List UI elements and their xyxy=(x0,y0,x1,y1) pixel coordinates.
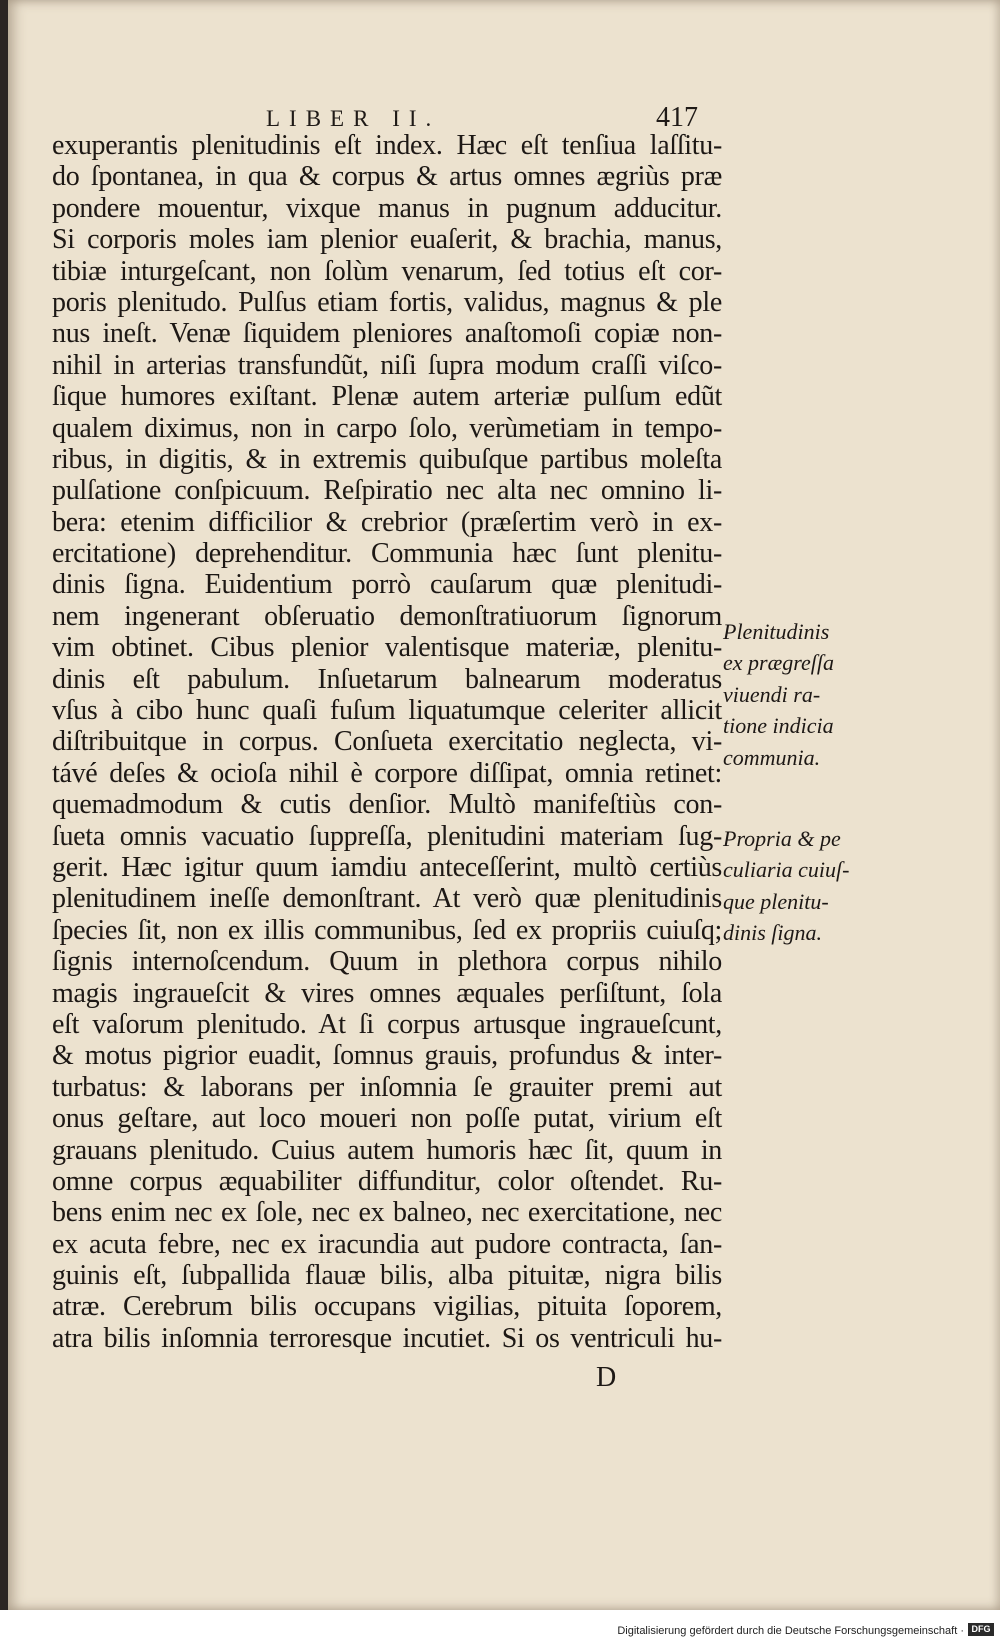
text-line: exuperantis plenitudinis eſt index. Hæc eſt tenſiua laſſitu- xyxy=(52,130,722,161)
text-line: Si corporis moles iam plenior euaſerit, & brachia, manus, xyxy=(52,224,722,256)
margin-note-line: viuendi ra- xyxy=(723,681,821,707)
text-line: ex acuta febre, nec ex iracundia aut pudore contracta, ſan- xyxy=(52,1228,722,1260)
dfg-logo: DFG xyxy=(968,1623,994,1636)
text-line: nem ingenerant obſeruatio demonſtratiuorum ſignorum xyxy=(52,600,722,632)
scan-edge xyxy=(0,0,8,1610)
text-line: vſus à cibo hunc quaſi fuſum liquatumque celeriter allicit xyxy=(52,695,722,727)
text-line: turbatus: & laborans per inſomnia ſe grauiter premi aut xyxy=(52,1071,722,1103)
text-line: ſignis internoſcendum. Quum in plethora corpus nihilo xyxy=(52,946,722,978)
text-line: diſtribuitque in corpus. Conſueta exercitatio neglecta, vi- xyxy=(52,726,722,758)
text-line: magis ingraueſcit & vires omnes æquales perſiſtunt, ſola xyxy=(52,977,722,1009)
text-line: vim obtinet. Cibus plenior valentisque materiæ, plenitu- xyxy=(52,632,722,664)
text-line: ſueta omnis vacuatio ſuppreſſa, plenitudini materiam ſug- xyxy=(52,820,722,852)
text-line: dinis ſigna. Euidentium porrò cauſarum quæ plenitudi- xyxy=(52,569,722,601)
page-number: 417 xyxy=(656,102,698,133)
text-line: pondere mouentur, vixque manus in pugnum adducitur. xyxy=(52,192,722,224)
margin-note-line: que plenitu- xyxy=(723,888,829,914)
margin-note-line: dinis ſigna. xyxy=(723,920,823,946)
text-line: plenitudinem ineſſe demonſtrant. At verò quæ plenitudinis xyxy=(52,883,722,915)
text-line: ribus, in digitis, & in extremis quibuſque partibus moleſta xyxy=(52,443,722,475)
margin-note-line: tione indicia xyxy=(723,713,834,739)
text-line: eſt vaſorum plenitudo. At ſi corpus artusque ingraueſcunt, xyxy=(52,1008,722,1040)
margin-note-line: Plenitudinis xyxy=(723,619,830,644)
text-line: omne corpus æquabiliter diffunditur, color oſtendet. Ru- xyxy=(52,1165,722,1197)
margin-note-line: ex prægreſſa xyxy=(723,650,834,676)
text-line: quemadmodum & cutis denſior. Multò manifeſtiùs con- xyxy=(52,789,722,821)
text-line: bera: etenim difficilior & crebrior (præſertim verò in ex- xyxy=(52,506,722,538)
margin-note-line: Propria & pe xyxy=(723,826,841,851)
text-line: pulſatione conſpicuum. Reſpiratio nec alta nec omnino li- xyxy=(52,475,722,507)
text-line: atra bilis inſomnia terroresque incutiet. Si os ventriculi hu- xyxy=(52,1322,722,1354)
text-line: bens enim nec ex ſole, nec ex balneo, nec exercitatione, nec xyxy=(52,1197,722,1229)
book-page xyxy=(8,0,1000,1610)
margin-note-line: communia. xyxy=(723,744,821,770)
signature-mark: D xyxy=(596,1362,617,1393)
text-line: atræ. Cerebrum bilis occupans vigilias, pituita ſoporem, xyxy=(52,1291,722,1323)
text-line: grauans plenitudo. Cuius autem humoris hæc ſit, quum in xyxy=(52,1134,722,1166)
margin-note-common-signs xyxy=(723,616,873,773)
text-line: do ſpontanea, in qua & corpus & artus omnes ægriùs præ xyxy=(52,161,722,193)
text-line: nihil in arterias transfundũt, niſi ſupra modum craſſi viſco- xyxy=(52,349,722,381)
text-line: gerit. Hæc igitur quum iamdiu anteceſſerint, multò certiùs xyxy=(52,851,722,883)
margin-note-proper-signs xyxy=(723,823,873,949)
text-line: távé deſes & ocioſa nihil è corpore diſſipat, omnia retinet: xyxy=(52,757,722,789)
text-line: & motus pigrior euadit, ſomnus grauis, profundus & inter- xyxy=(52,1040,722,1072)
text-line: ſpecies ſit, non ex illis communibus, ſed ex propriis cuiuſq; xyxy=(52,914,722,946)
text-line: qualem diximus, non in carpo ſolo, verùmetiam in tempo- xyxy=(52,412,722,444)
text-line: tibiæ inturgeſcant, non ſolùm venarum, ſed totius eſt cor- xyxy=(52,255,722,287)
footer-credit: Digitalisierung gefördert durch die Deutsche Forschungsgemeinschaft · xyxy=(617,1625,964,1637)
text-line: onus geſtare, aut loco moueri non poſſe putat, virium eſt xyxy=(52,1103,722,1135)
text-line: dinis eſt pabulum. Inſuetarum balnearum moderatus xyxy=(52,663,722,695)
text-line: nus ineſt. Venæ ſiquidem pleniores anaſtomoſi copiæ non- xyxy=(52,318,722,350)
body-text xyxy=(52,130,722,1354)
text-line: ercitatione) deprehenditur. Communia hæc ſunt plenitu- xyxy=(52,538,722,570)
margin-note-line: culiaria cuiuſ- xyxy=(723,857,850,883)
text-line: ſique humores exiſtant. Plenæ autem arteriæ pulſum edũt xyxy=(52,381,722,413)
running-head-title: LIBER II. xyxy=(266,106,441,131)
text-line: poris plenitudo. Pulſus etiam fortis, validus, magnus & ple xyxy=(52,286,722,318)
text-line: guinis eſt, ſubpallida flauæ bilis, alba pituitæ, nigra bilis xyxy=(52,1260,722,1292)
